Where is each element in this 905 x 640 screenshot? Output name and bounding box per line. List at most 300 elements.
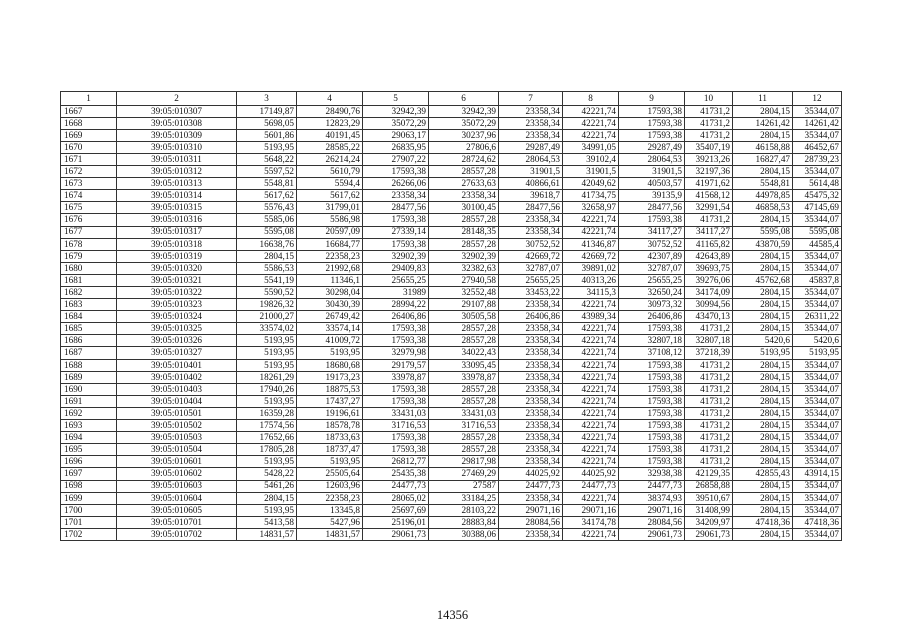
table-cell: 17593,38 — [619, 105, 685, 117]
table-cell: 41731,2 — [685, 359, 733, 371]
table-cell: 39:05:010602 — [117, 468, 237, 480]
table-cell: 23358,34 — [499, 226, 563, 238]
table-cell: 42221,74 — [563, 383, 619, 395]
table-cell: 35344,07 — [793, 420, 842, 432]
table-cell: 30388,06 — [429, 528, 499, 540]
table-row — [61, 129, 842, 141]
table-cell: 39510,67 — [685, 492, 733, 504]
table-cell: 5193,95 — [237, 395, 297, 407]
table-cell: 17437,27 — [297, 395, 363, 407]
table-cell: 28065,02 — [363, 492, 429, 504]
table-cell: 5193,95 — [237, 359, 297, 371]
table-cell: 28064,53 — [619, 153, 685, 165]
table-cell: 1698 — [61, 480, 117, 492]
column-header: 7 — [499, 92, 563, 106]
table-cell: 46858,53 — [733, 202, 793, 214]
column-header: 6 — [429, 92, 499, 106]
table-cell: 39:05:010327 — [117, 347, 237, 359]
table-cell: 5601,86 — [237, 129, 297, 141]
table-cell: 32552,48 — [429, 287, 499, 299]
table-cell: 5585,06 — [237, 214, 297, 226]
table-cell: 39:05:010324 — [117, 311, 237, 323]
column-header: 8 — [563, 92, 619, 106]
table-cell: 42221,74 — [563, 323, 619, 335]
table-cell: 32902,39 — [429, 250, 499, 262]
table-cell: 11346,1 — [297, 274, 363, 286]
table-cell: 28724,62 — [429, 153, 499, 165]
table-row — [61, 492, 842, 504]
table-cell: 26406,86 — [363, 311, 429, 323]
table-cell: 28585,22 — [297, 141, 363, 153]
table-cell: 26835,95 — [363, 141, 429, 153]
table-cell: 42221,74 — [563, 226, 619, 238]
table-cell: 5594,4 — [297, 178, 363, 190]
table-cell: 1675 — [61, 202, 117, 214]
table-cell: 39:05:010604 — [117, 492, 237, 504]
table-cell: 35344,07 — [793, 129, 842, 141]
table-cell: 42643,89 — [685, 250, 733, 262]
table-cell: 46452,67 — [793, 141, 842, 153]
table-cell: 23358,34 — [499, 407, 563, 419]
table-cell: 5698,05 — [237, 117, 297, 129]
table-cell: 39:05:010502 — [117, 420, 237, 432]
table-cell: 39:05:010318 — [117, 238, 237, 250]
table-row — [61, 117, 842, 129]
table-row — [61, 105, 842, 117]
table-cell: 2804,15 — [733, 371, 793, 383]
table-cell: 27633,63 — [429, 178, 499, 190]
table-cell: 19173,23 — [297, 371, 363, 383]
table-cell: 17940,26 — [237, 383, 297, 395]
table-cell: 28557,28 — [429, 432, 499, 444]
table-cell: 25435,38 — [363, 468, 429, 480]
table-row — [61, 202, 842, 214]
table-cell: 28557,28 — [429, 383, 499, 395]
table-cell: 1699 — [61, 492, 117, 504]
table-cell: 5617,62 — [237, 190, 297, 202]
table-row — [61, 226, 842, 238]
table-cell: 30752,52 — [619, 238, 685, 250]
table-cell: 30298,04 — [297, 287, 363, 299]
table-row — [61, 383, 842, 395]
table-cell: 34115,3 — [563, 287, 619, 299]
table-cell: 28557,28 — [429, 238, 499, 250]
table-cell: 42049,62 — [563, 178, 619, 190]
table-row — [61, 407, 842, 419]
table-cell: 17593,38 — [619, 407, 685, 419]
table-row — [61, 347, 842, 359]
table-cell: 1669 — [61, 129, 117, 141]
table-cell: 17593,38 — [619, 444, 685, 456]
table-cell: 23358,34 — [499, 492, 563, 504]
table-row — [61, 287, 842, 299]
table-cell: 32938,38 — [619, 468, 685, 480]
table-cell: 25655,25 — [499, 274, 563, 286]
table-cell: 42307,89 — [619, 250, 685, 262]
table-cell: 35344,07 — [793, 480, 842, 492]
table-cell: 42221,74 — [563, 420, 619, 432]
table-cell: 32807,18 — [619, 335, 685, 347]
table-cell: 39:05:010321 — [117, 274, 237, 286]
table-cell: 41009,72 — [297, 335, 363, 347]
table-cell: 17805,28 — [237, 444, 297, 456]
table-cell: 32658,97 — [563, 202, 619, 214]
table-cell: 27469,29 — [429, 468, 499, 480]
table-cell: 32197,36 — [685, 166, 733, 178]
table-cell: 19826,32 — [237, 299, 297, 311]
table-cell: 39:05:010316 — [117, 214, 237, 226]
table-cell: 28557,28 — [429, 335, 499, 347]
table-cell: 27339,14 — [363, 226, 429, 238]
table-cell: 31901,5 — [619, 166, 685, 178]
table-cell: 1691 — [61, 395, 117, 407]
table-cell: 5193,95 — [733, 347, 793, 359]
table-cell: 17593,38 — [619, 323, 685, 335]
table-cell: 5420,6 — [733, 335, 793, 347]
table-cell: 26812,77 — [363, 456, 429, 468]
table-cell: 19196,61 — [297, 407, 363, 419]
table-cell: 44025,92 — [499, 468, 563, 480]
table-row — [61, 432, 842, 444]
table-cell: 31901,5 — [499, 166, 563, 178]
table-cell: 23358,34 — [499, 129, 563, 141]
table-cell: 39:05:010311 — [117, 153, 237, 165]
table-cell: 41731,2 — [685, 129, 733, 141]
table-cell: 47418,36 — [793, 516, 842, 528]
table-cell: 44585,4 — [793, 238, 842, 250]
table-cell: 33978,87 — [429, 371, 499, 383]
table-cell: 42221,74 — [563, 335, 619, 347]
table-cell: 39693,75 — [685, 262, 733, 274]
table-cell: 35344,07 — [793, 444, 842, 456]
table-cell: 41165,82 — [685, 238, 733, 250]
table-cell: 23358,34 — [499, 323, 563, 335]
table-row — [61, 371, 842, 383]
table-cell: 25655,25 — [619, 274, 685, 286]
table-cell: 17574,56 — [237, 420, 297, 432]
table-cell: 39:05:010308 — [117, 117, 237, 129]
table-cell: 1674 — [61, 190, 117, 202]
table-cell: 5595,08 — [793, 226, 842, 238]
table-cell: 1672 — [61, 166, 117, 178]
table-cell: 2804,15 — [733, 299, 793, 311]
table-cell: 41731,2 — [685, 456, 733, 468]
table-cell: 2804,15 — [733, 311, 793, 323]
table-cell: 39:05:010403 — [117, 383, 237, 395]
table-cell: 39:05:010404 — [117, 395, 237, 407]
table-cell: 5614,48 — [793, 178, 842, 190]
table-cell: 1700 — [61, 504, 117, 516]
table-cell: 32942,39 — [363, 105, 429, 117]
table-cell: 32787,07 — [619, 262, 685, 274]
table-cell: 18261,29 — [237, 371, 297, 383]
table-cell: 17593,38 — [363, 238, 429, 250]
table-cell: 2804,15 — [733, 383, 793, 395]
table-cell: 43870,59 — [733, 238, 793, 250]
table-cell: 27907,22 — [363, 153, 429, 165]
table-cell: 5590,52 — [237, 287, 297, 299]
table-cell: 18875,53 — [297, 383, 363, 395]
table-cell: 30237,96 — [429, 129, 499, 141]
table-cell: 17593,38 — [363, 395, 429, 407]
table-cell: 23358,34 — [499, 456, 563, 468]
table-row — [61, 214, 842, 226]
table-cell: 2804,15 — [733, 105, 793, 117]
table-cell: 1693 — [61, 420, 117, 432]
table-cell: 23358,34 — [499, 383, 563, 395]
table-cell: 5193,95 — [237, 141, 297, 153]
page-number: 14356 — [436, 608, 469, 622]
table-cell: 17593,38 — [619, 456, 685, 468]
table-cell: 23358,34 — [499, 420, 563, 432]
table-cell: 18680,68 — [297, 359, 363, 371]
table-cell: 32382,63 — [429, 262, 499, 274]
table-cell: 39:05:010401 — [117, 359, 237, 371]
table-cell: 44025,92 — [563, 468, 619, 480]
table-cell: 29409,83 — [363, 262, 429, 274]
table-cell: 41731,2 — [685, 395, 733, 407]
table-cell: 5541,19 — [237, 274, 297, 286]
table-cell: 5193,95 — [237, 335, 297, 347]
table-cell: 35344,07 — [793, 323, 842, 335]
table-cell: 5617,62 — [297, 190, 363, 202]
table-cell: 43470,13 — [685, 311, 733, 323]
table-cell: 45837,8 — [793, 274, 842, 286]
table-cell: 20597,09 — [297, 226, 363, 238]
table-row — [61, 456, 842, 468]
table-row — [61, 528, 842, 540]
table-cell: 35344,07 — [793, 528, 842, 540]
table-cell: 31716,53 — [429, 420, 499, 432]
table-cell: 5648,22 — [237, 153, 297, 165]
table-cell: 24477,73 — [363, 480, 429, 492]
table-cell: 43989,34 — [563, 311, 619, 323]
table-row — [61, 250, 842, 262]
column-header: 9 — [619, 92, 685, 106]
table-cell: 41731,2 — [685, 214, 733, 226]
column-header: 11 — [733, 92, 793, 106]
table-cell: 5610,79 — [297, 166, 363, 178]
table-row — [61, 468, 842, 480]
table-cell: 16827,47 — [733, 153, 793, 165]
table-cell: 22358,23 — [297, 250, 363, 262]
table-cell: 29071,16 — [499, 504, 563, 516]
table-cell: 39:05:010325 — [117, 323, 237, 335]
table-cell: 17593,38 — [363, 335, 429, 347]
table-row — [61, 166, 842, 178]
table-cell: 29071,16 — [563, 504, 619, 516]
table-cell: 28477,56 — [619, 202, 685, 214]
table-cell: 23358,34 — [499, 359, 563, 371]
table-cell: 42669,72 — [499, 250, 563, 262]
table-cell: 5427,96 — [297, 516, 363, 528]
table-cell: 35344,07 — [793, 432, 842, 444]
table-cell: 29287,49 — [499, 141, 563, 153]
table-cell: 1701 — [61, 516, 117, 528]
table-cell: 26311,22 — [793, 311, 842, 323]
table-cell: 42221,74 — [563, 347, 619, 359]
table-cell: 41971,62 — [685, 178, 733, 190]
table-cell: 5193,95 — [297, 347, 363, 359]
table-cell: 45762,68 — [733, 274, 793, 286]
table-cell: 41731,2 — [685, 407, 733, 419]
table-cell: 23358,34 — [499, 335, 563, 347]
table-cell: 1688 — [61, 359, 117, 371]
table-row — [61, 274, 842, 286]
table-cell: 42221,74 — [563, 444, 619, 456]
table-cell: 39:05:010601 — [117, 456, 237, 468]
table-cell: 41346,87 — [563, 238, 619, 250]
table-cell: 2804,15 — [237, 492, 297, 504]
table-cell: 26858,88 — [685, 480, 733, 492]
table-cell: 5428,22 — [237, 468, 297, 480]
table-row — [61, 480, 842, 492]
table-cell: 32807,18 — [685, 335, 733, 347]
table-cell: 26266,06 — [363, 178, 429, 190]
table-cell: 32991,54 — [685, 202, 733, 214]
table-cell: 34209,97 — [685, 516, 733, 528]
table-cell: 1679 — [61, 250, 117, 262]
table-cell: 27587 — [429, 480, 499, 492]
table-cell: 1694 — [61, 432, 117, 444]
table-cell: 35344,07 — [793, 262, 842, 274]
table-cell: 21000,27 — [237, 311, 297, 323]
table-row — [61, 311, 842, 323]
table-cell: 42221,74 — [563, 129, 619, 141]
table-cell: 17593,38 — [363, 323, 429, 335]
table-cell: 1676 — [61, 214, 117, 226]
table-cell: 23358,34 — [363, 190, 429, 202]
table-cell: 2804,15 — [733, 214, 793, 226]
table-cell: 1677 — [61, 226, 117, 238]
table-cell: 1692 — [61, 407, 117, 419]
table-cell: 24477,73 — [563, 480, 619, 492]
table-cell: 35344,07 — [793, 456, 842, 468]
table-cell: 1686 — [61, 335, 117, 347]
table-cell: 17593,38 — [363, 432, 429, 444]
table-cell: 39891,02 — [563, 262, 619, 274]
table-cell: 42221,74 — [563, 395, 619, 407]
table-cell: 28994,22 — [363, 299, 429, 311]
table-cell: 31408,99 — [685, 504, 733, 516]
table-cell: 33431,03 — [429, 407, 499, 419]
table-row — [61, 238, 842, 250]
table-cell: 28148,35 — [429, 226, 499, 238]
table-row — [61, 190, 842, 202]
table-cell: 34174,78 — [563, 516, 619, 528]
table-cell: 1671 — [61, 153, 117, 165]
table-cell: 41731,2 — [685, 432, 733, 444]
table-cell: 25196,01 — [363, 516, 429, 528]
table-cell: 38374,93 — [619, 492, 685, 504]
table-cell: 28103,22 — [429, 504, 499, 516]
table-cell: 17593,38 — [619, 383, 685, 395]
column-header: 1 — [61, 92, 117, 106]
table-cell: 39102,4 — [563, 153, 619, 165]
table-cell: 39:05:010312 — [117, 166, 237, 178]
table-cell: 34174,09 — [685, 287, 733, 299]
table-cell: 5586,53 — [237, 262, 297, 274]
table-cell: 41568,12 — [685, 190, 733, 202]
table-cell: 28557,28 — [429, 395, 499, 407]
table-cell: 17593,38 — [619, 420, 685, 432]
table-cell: 2804,15 — [733, 166, 793, 178]
table-cell: 33574,02 — [237, 323, 297, 335]
table-cell: 5548,81 — [237, 178, 297, 190]
table-cell: 18733,63 — [297, 432, 363, 444]
table-cell: 17652,66 — [237, 432, 297, 444]
table-cell: 17593,38 — [619, 371, 685, 383]
table-cell: 26214,24 — [297, 153, 363, 165]
table-cell: 5576,43 — [237, 202, 297, 214]
table-cell: 1702 — [61, 528, 117, 540]
table-cell: 35344,07 — [793, 371, 842, 383]
table-cell: 40503,57 — [619, 178, 685, 190]
table-cell: 2804,15 — [733, 359, 793, 371]
table-cell: 12823,29 — [297, 117, 363, 129]
table-cell: 39:05:010501 — [117, 407, 237, 419]
table-cell: 26749,42 — [297, 311, 363, 323]
table-cell: 5595,08 — [237, 226, 297, 238]
table-cell: 14831,57 — [237, 528, 297, 540]
table-cell: 2804,15 — [733, 504, 793, 516]
table-row — [61, 335, 842, 347]
table-cell: 1667 — [61, 105, 117, 117]
table-cell: 41731,2 — [685, 371, 733, 383]
table-cell: 35344,07 — [793, 287, 842, 299]
table-cell: 1678 — [61, 238, 117, 250]
table-cell: 5193,95 — [297, 456, 363, 468]
table-cell: 33453,22 — [499, 287, 563, 299]
table-cell: 40313,26 — [563, 274, 619, 286]
table-cell: 1690 — [61, 383, 117, 395]
table-cell: 39:05:010309 — [117, 129, 237, 141]
table-cell: 41731,2 — [685, 420, 733, 432]
table-cell: 1682 — [61, 287, 117, 299]
table-cell: 17593,38 — [619, 432, 685, 444]
table-cell: 42221,74 — [563, 456, 619, 468]
table-cell: 29817,98 — [429, 456, 499, 468]
table-cell: 35344,07 — [793, 383, 842, 395]
table-cell: 17593,38 — [619, 214, 685, 226]
table-cell: 42221,74 — [563, 492, 619, 504]
table-cell: 41731,2 — [685, 105, 733, 117]
table-cell: 12603,96 — [297, 480, 363, 492]
table-cell: 23358,34 — [499, 432, 563, 444]
table-cell: 2804,15 — [733, 480, 793, 492]
table-cell: 2804,15 — [733, 420, 793, 432]
table-row — [61, 141, 842, 153]
table-cell: 29179,57 — [363, 359, 429, 371]
table-cell: 31799,01 — [297, 202, 363, 214]
table-cell: 17593,38 — [363, 166, 429, 178]
table-cell: 39:05:010504 — [117, 444, 237, 456]
table-row — [61, 395, 842, 407]
table-cell: 23358,34 — [499, 528, 563, 540]
table-cell: 39:05:010326 — [117, 335, 237, 347]
table-cell: 32942,39 — [429, 105, 499, 117]
table-cell: 28557,28 — [429, 214, 499, 226]
table-cell: 42221,74 — [563, 528, 619, 540]
table-cell: 35344,07 — [793, 395, 842, 407]
table-cell: 42221,74 — [563, 117, 619, 129]
table-cell: 1696 — [61, 456, 117, 468]
table-cell: 30430,39 — [297, 299, 363, 311]
table-cell: 22358,23 — [297, 492, 363, 504]
table-cell: 42129,35 — [685, 468, 733, 480]
table-cell: 2804,15 — [733, 407, 793, 419]
table-cell: 1668 — [61, 117, 117, 129]
